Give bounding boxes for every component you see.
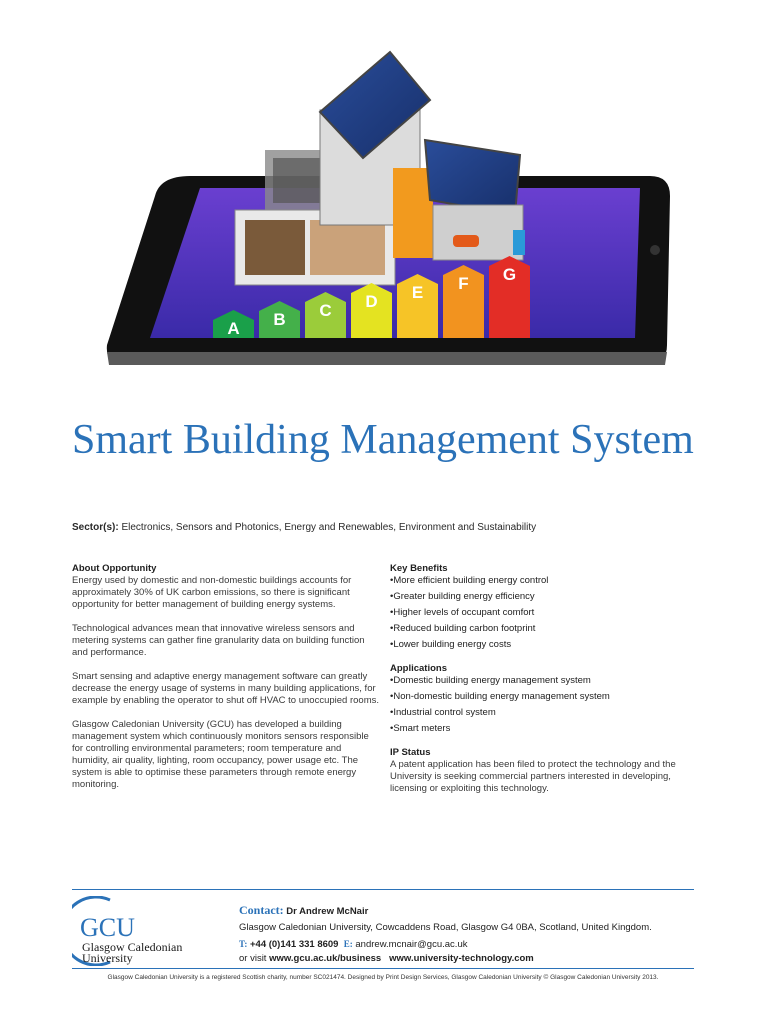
- list-item: • Smart meters: [390, 723, 690, 735]
- ip-heading: IP Status: [390, 747, 431, 758]
- list-item: • Greater building energy efficiency: [390, 591, 690, 603]
- energy-band-label: F: [458, 274, 469, 293]
- energy-band-label: D: [365, 292, 378, 311]
- contact-address: Glasgow Caledonian University, Cowcaddens Road, Glasgow G4 0BA, Scotland, United Kingdom.: [239, 922, 652, 933]
- benefits-list: [390, 575, 690, 651]
- list-item: • Domestic building energy management system: [390, 675, 690, 687]
- gcu-logo: [72, 896, 212, 966]
- ip-text: A patent application has been filed to protect the technology and the University is seeking commercial partners interested in developing, licensing or exploiting this technology.: [390, 759, 676, 794]
- about-paragraph: Smart sensing and adaptive energy management software can greatly decrease the energy usage of systems in many building applications, for example by enabling the operator to shut off HVAC to unoccupied rooms.: [72, 671, 379, 706]
- house-model: [235, 52, 525, 285]
- about-paragraph: Energy used by domestic and non-domestic buildings accounts for approximately 30% of UK carbon emissions, so there is significant opportunity for better management of building energy systems.: [72, 575, 352, 610]
- sector-text: Electronics, Sensors and Photonics, Energy and Renewables, Environment and Sustainability: [121, 522, 537, 533]
- logo-line2: University: [82, 951, 133, 965]
- list-item: • Reduced building carbon footprint: [390, 623, 690, 635]
- benefits-heading: Key Benefits: [390, 563, 448, 574]
- hero-illustration: [95, 40, 685, 375]
- business-link[interactable]: www.gcu.ac.uk/business: [269, 953, 382, 964]
- energy-band-label: G: [502, 265, 517, 284]
- list-item: • Higher levels of occupant comfort: [390, 607, 690, 619]
- list-item: • More efficient building energy control: [390, 575, 690, 587]
- tel-number: +44 (0)141 331 8609: [249, 939, 339, 950]
- about-heading: About Opportunity: [72, 563, 157, 574]
- list-item: • Non-domestic building energy management system: [390, 691, 690, 703]
- energy-band-label: E: [411, 283, 424, 302]
- visit-prefix: or visit: [239, 953, 267, 964]
- page-title: Smart Building Management System: [72, 417, 694, 463]
- logo-line1: Glasgow Caledonian: [82, 940, 183, 954]
- divider: [72, 968, 694, 969]
- energy-band-label: A: [227, 319, 240, 338]
- contact-label: Contact:: [239, 903, 284, 917]
- applications-heading: Applications: [390, 663, 448, 674]
- university-technology-link[interactable]: www.university-technology.com: [389, 953, 534, 964]
- about-paragraph: Glasgow Caledonian University (GCU) has developed a building management system which continuously monitors sensors responsible for controlling environmental parameters; room temperature and humidity, air quality, lighting, room occupancy, power usage etc. The system is able to optimise these parameters through remote energy monitoring.: [72, 719, 369, 790]
- home-button: [650, 245, 660, 255]
- logo-mark: GCU: [80, 913, 135, 942]
- about-paragraph: Technological advances mean that innovative wireless sensors and metering systems can gather fine granularity data on building function and performance.: [72, 623, 365, 658]
- sector-label: Sector(s):: [72, 522, 119, 533]
- email-link[interactable]: andrew.mcnair@gcu.ac.uk: [355, 939, 468, 950]
- contact-block: [239, 902, 652, 965]
- footer-text: Glasgow Caledonian University is a registered Scottish charity, number SC021474. Designed by Print Design Services, Glasgow Caledonian University © Glasgow Caledonian University 2013.: [107, 974, 659, 981]
- email-label: E:: [343, 939, 353, 949]
- contact-name: Dr Andrew McNair: [286, 906, 369, 917]
- tel-label: T:: [239, 939, 248, 949]
- energy-band-label: B: [273, 310, 286, 329]
- about-section: [72, 563, 380, 803]
- divider: [72, 889, 694, 890]
- energy-band-label: C: [319, 301, 332, 320]
- list-item: • Lower building energy costs: [390, 639, 690, 651]
- right-column: [390, 563, 690, 807]
- tablet-edge: [107, 352, 667, 365]
- sector-line: [72, 522, 536, 533]
- list-item: • Industrial control system: [390, 707, 690, 719]
- applications-list: [390, 675, 690, 735]
